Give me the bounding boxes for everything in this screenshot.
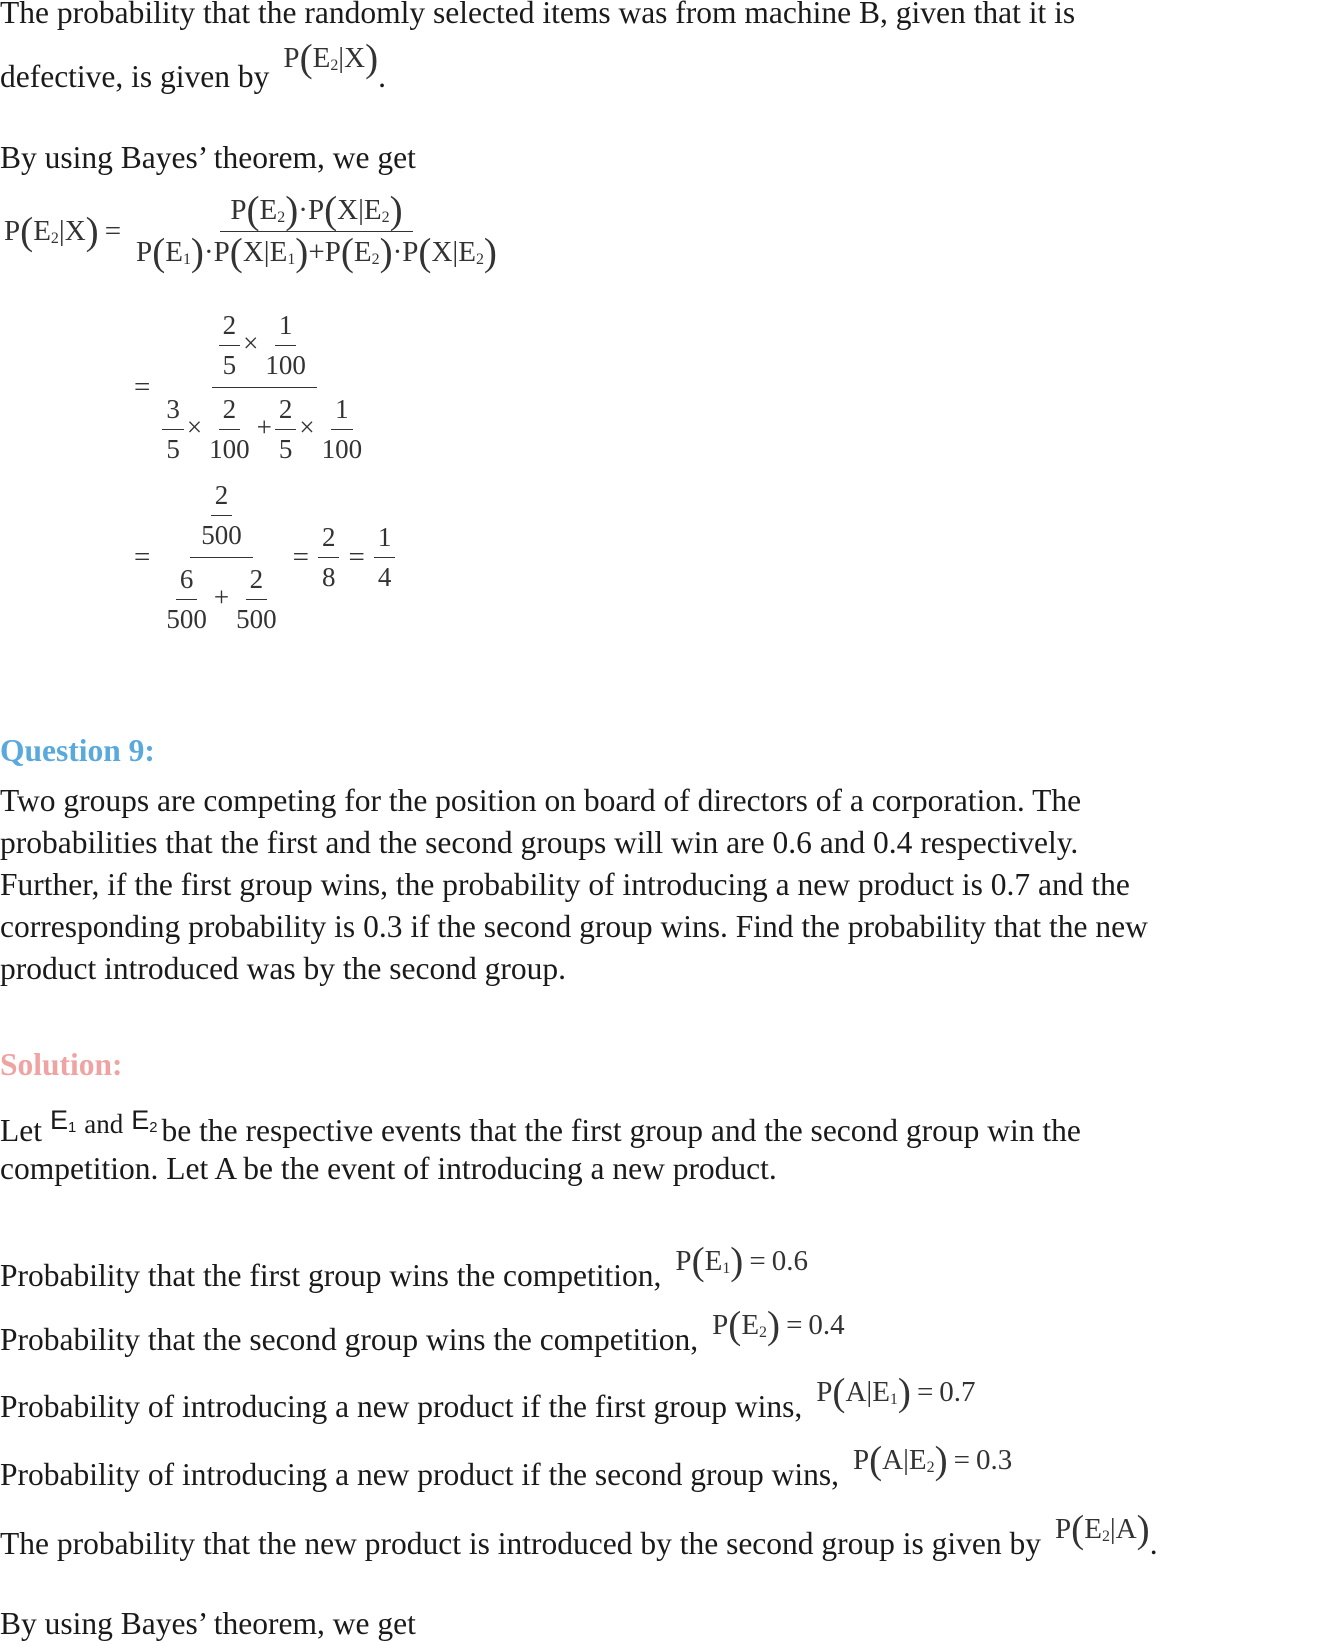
solution-let-line: Let $E_1$ and $E_2$ be the respective events that the first group and the second group win the: [0, 1105, 1081, 1148]
step-1-denominator: $\frac{3}{5}$ × $\frac{2}{100}$ + $\frac{2}{5}$ × $\frac{1}{100}$: [159, 388, 369, 465]
question-line-5: product introduced was by the second group.: [0, 951, 566, 986]
final-probability-line: The probability that the new product is introduced by the second group is given by $P(E_2|A)$ .: [0, 1507, 1158, 1561]
question-line-1: Two groups are competing for the position on board of directors of a corporation. The: [0, 783, 1082, 818]
prob-product-first: Probability of introducing a new product if the first group wins, $P(A|E_1) = 0.7$: [0, 1370, 976, 1424]
intro-line-2: defective, is given by $P(E_2|X)$ .: [0, 52, 386, 101]
result-fraction-2: $\frac{1}{4}$: [374, 522, 396, 593]
bayes-fraction: [130, 188, 503, 275]
step-2-denominator: $\frac{6}{500}$ + $\frac{2}{500}$: [166, 564, 277, 634]
step-2-numerator: $\frac{2}{500}$: [190, 480, 253, 558]
step-2: = $\frac{2}{500}$ $\frac{6}{500}$ + $\frac{2}{500}$ = $\frac{2}{8}$ = $\frac{1}{4}$: [128, 480, 398, 635]
bayes-intro-2: By using Bayes’ theorem, we get: [0, 1606, 416, 1641]
bayes-numerator: $P(E_2)\cdot P(X|E_2)$: [220, 194, 412, 232]
solution-title: Solution:: [0, 1047, 123, 1082]
expr-p-e2-given-x: $P(E_2|X)$: [283, 36, 379, 80]
step-1-numerator: $\frac{2}{5}$ × $\frac{1}{100}$: [212, 310, 317, 388]
question-line-3: Further, if the first group wins, the probability of introducing a new product is 0.7 and the: [0, 867, 1130, 902]
question-line-2: probabilities that the first and the second groups will win are 0.6 and 0.4 respectively.: [0, 825, 1079, 860]
solution-line-2: competition. Let A be the event of introducing a new product.: [0, 1151, 777, 1186]
intro-line-1: The probability that the randomly selected items was from machine B, given that it is: [0, 0, 1076, 30]
prob-second-wins: Probability that the second group wins the competition, $P(E_2) = 0.4$: [0, 1303, 845, 1357]
result-fraction-1: $\frac{2}{8}$: [318, 522, 340, 593]
step-2-fraction: [159, 480, 283, 635]
question-title: Question 9:: [0, 733, 155, 768]
step-1-fraction: [159, 310, 369, 465]
bayes-intro-1: By using Bayes’ theorem, we get: [0, 140, 416, 175]
prob-first-wins: Probability that the first group wins the competition, $P(E_1) = 0.6$: [0, 1239, 808, 1293]
bayes-denominator: $P(E_1)\cdot P(X|E_1)+P(E_2)\cdot P(X|E_2)$: [136, 231, 497, 275]
intro-line-2-text: defective, is given by: [0, 58, 270, 94]
bayes-formula: $P(E_2|X)$ = $\frac{P(E_2)\cdot P(X|E_2)}{P(E_1)\cdot P(X|E_1)+P(E_2)\cdot P(X|E_2)}$: [4, 194, 506, 269]
question-line-4: corresponding probability is 0.3 if the second group wins. Find the probability that the new: [0, 909, 1148, 944]
lhs-expression: $P(E_2|X)$: [4, 210, 99, 253]
step-1: = $\frac{2}{5}$ × $\frac{1}{100}$ $\frac{3}{5}$ × $\frac{2}{100}$ + $\frac{2}{5}$ × $\frac{1}{100}$: [128, 310, 372, 465]
prob-product-second: Probability of introducing a new product if the second group wins, $P(A|E_2) = 0.3$: [0, 1438, 1013, 1492]
